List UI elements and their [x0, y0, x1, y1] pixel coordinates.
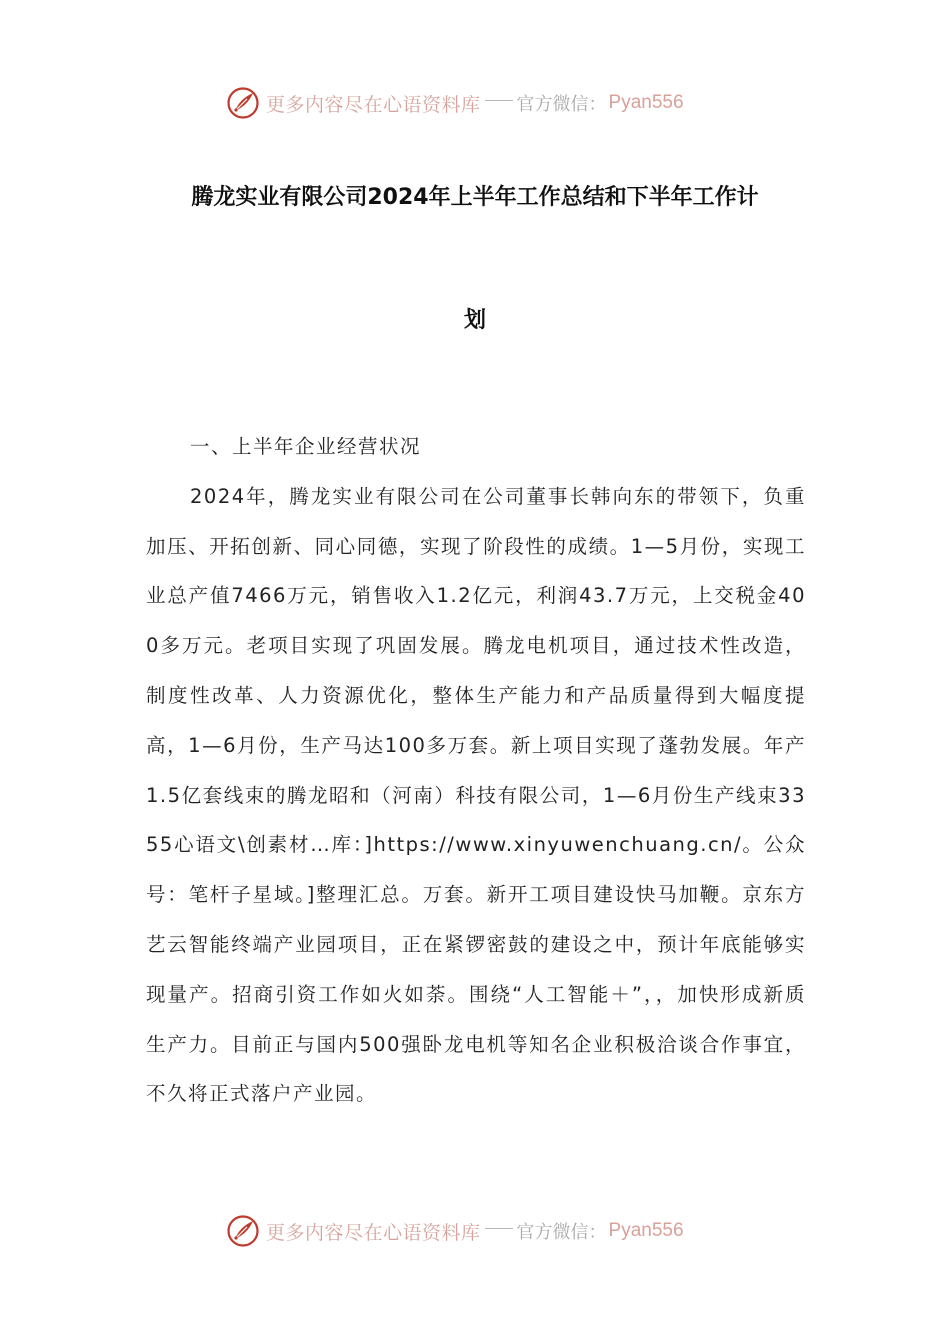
- watermark-banner-bottom: [226, 1211, 684, 1251]
- watermark-separator: [485, 1228, 513, 1229]
- body-paragraph: 2024年，腾龙实业有限公司在公司董事长韩向东的带领下，负重加压、开拓创新、同心同德，实现了阶段性的成绩。1—5月份，实现工业总产值7466万元，销售收入1.2亿元，利润43.7万元，上交税金400多万元。老项目实现了巩固发展。腾龙电机项目，通过技术性改造，制度性改革、人力资源优化，整体生产能力和产品质量得到大幅度提高，1—6月份，生产马达100多万套。新上项目实现了蓬勃发展。年产1.5亿套线束的腾龙昭和（河南）科技有限公司，1—6月份生产线束3355心语文\创素材…库：]https://www.xinyuwenchuang.cn/。公众号：笔杆子星域。]整理汇总。万套。新开工项目建设快马加鞭。京东方艺云智能终端产业园项目，正在紧锣密鼓的建设之中，预计年底能够实现量产。招商引资工作如火如荼。围绕“人工智能＋”，，加快形成新质生产力。目前正与国内500强卧龙电机等知名企业积极洽谈合作事宜，不久将正式落户产业园。: [146, 484, 806, 1106]
- document-body: [146, 422, 806, 1119]
- watermark-text: 更多内容尽在心语资料库: [266, 1221, 481, 1244]
- watermark-official-label: 官方微信：: [516, 94, 607, 115]
- watermark-text: 更多内容尽在心语资料库: [266, 93, 481, 116]
- quill-logo-icon: [226, 1214, 260, 1248]
- document-title-line2: 划: [463, 308, 486, 333]
- quill-logo-icon: [226, 86, 260, 120]
- watermark-wechat-id: Pyan556: [608, 1220, 684, 1241]
- watermark-separator: [485, 100, 513, 101]
- document-title-line1: 腾龙实业有限公司2024年上半年工作总结和下半年工作计: [191, 185, 759, 210]
- watermark-banner-top: [226, 83, 684, 123]
- watermark-official-label: 官方微信：: [516, 1222, 607, 1243]
- section-heading: 一、上半年企业经营状况: [190, 435, 422, 458]
- watermark-wechat-id: Pyan556: [608, 92, 684, 113]
